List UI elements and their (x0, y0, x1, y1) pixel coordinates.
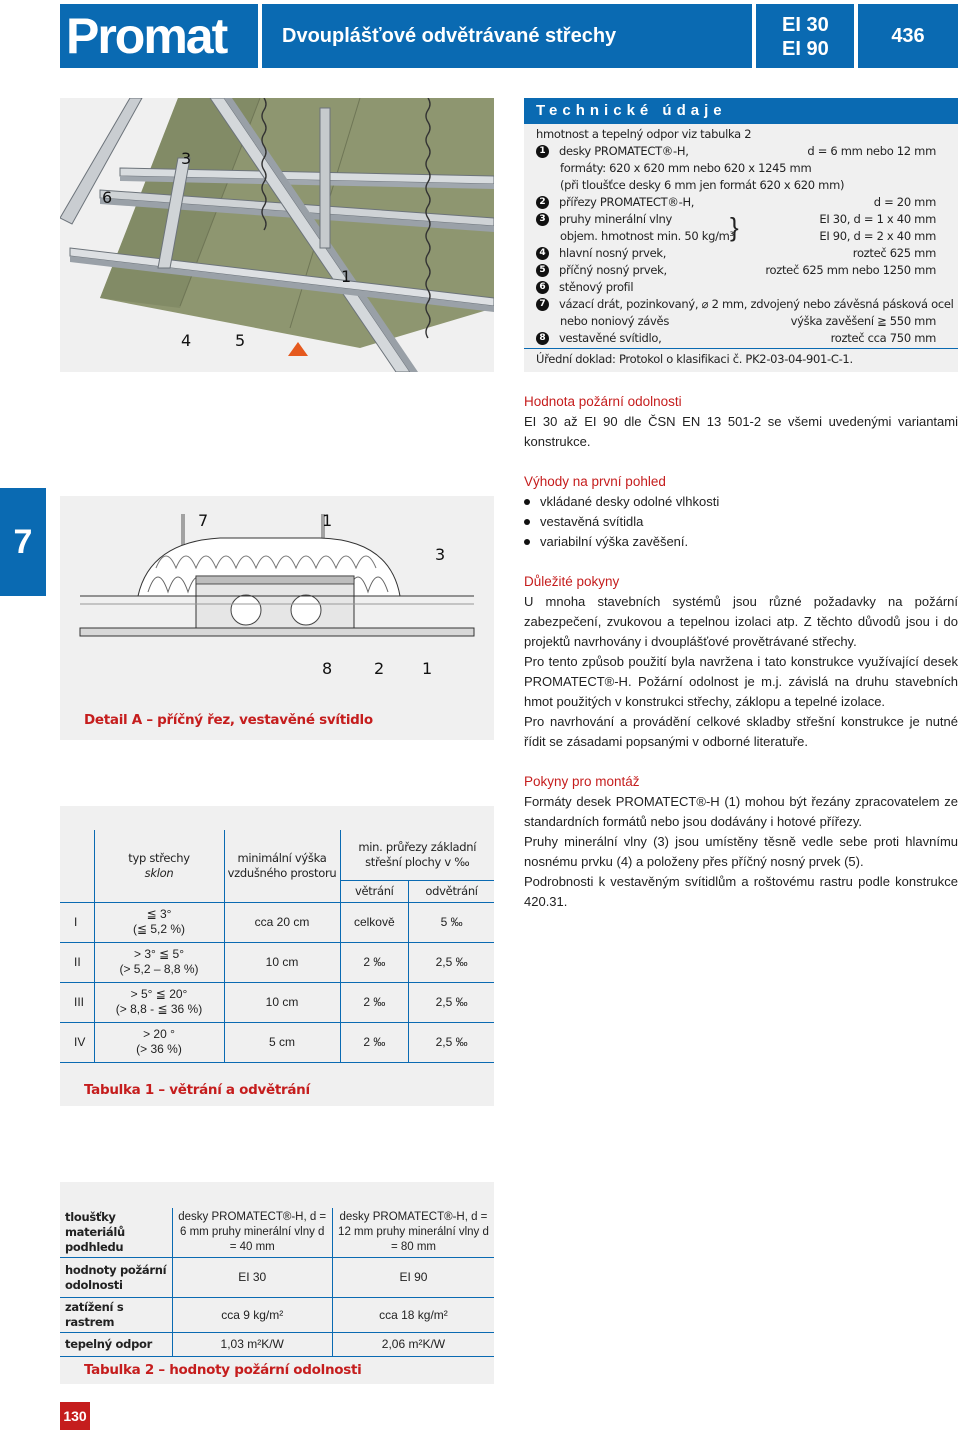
official-document: Úřední doklad: Protokol o klasifikaci č. PK2-03-04-901-C-1. (536, 352, 853, 366)
cell-slope: > 20 ° (> 36 %) (94, 1022, 224, 1062)
technical-item (536, 143, 936, 160)
technical-item (536, 296, 954, 313)
cell-value: 2,06 m²K/W (332, 1333, 494, 1357)
table-row (60, 942, 494, 982)
callout-label: 2 (374, 659, 385, 678)
section-text: Pro navrhování a provádění celkové skladby střešní konstrukce je nutné řídit se zásadami popsanými v odborné literatuře. (524, 714, 958, 749)
cell-ventilation: celkově (340, 902, 409, 942)
item-text: přířezy PROMATECT®-H, (559, 195, 695, 209)
fire-resistance-section (524, 392, 958, 452)
detail-caption (84, 712, 373, 728)
callout-label: 1 (341, 267, 352, 286)
row-label: tloušťky materiálů podhledu (60, 1208, 172, 1258)
advantages-section (524, 472, 958, 552)
table-2-caption (84, 1362, 361, 1378)
promat-logo: Promat (60, 4, 258, 68)
cell-value: cca 9 kg/m² (172, 1298, 332, 1333)
item-text: pruhy minerální vlny (559, 212, 673, 226)
construction-illustration (60, 98, 494, 372)
item-number: 7 (536, 298, 549, 311)
table-1-caption-label: Tabulka 1 (84, 1082, 154, 1098)
section-text: U mnoha stavebních systémů jsou různé požadavky na požární zabezpečení, zvukovou a tepelnou izolaci atp. Z těchto důvodů jsou i do projektů navrhovány i dvouplášťové provětrávané střechy. (524, 594, 958, 649)
mounting-section (524, 772, 958, 912)
callout-label: 6 (102, 188, 113, 207)
header-exhaust: odvětrání (409, 880, 494, 902)
technical-data-heading: Technické údaje (524, 98, 958, 124)
cell-height: 10 cm (224, 942, 340, 982)
row-id: II (60, 942, 94, 982)
callout-label: 7 (198, 511, 209, 530)
item-number: 1 (536, 145, 549, 158)
table-row (60, 982, 494, 1022)
row-id: III (60, 982, 94, 1022)
detail-caption-label: Detail A (84, 712, 142, 728)
item-text: vestavěné svítidlo, (559, 331, 662, 345)
row-label: hodnoty požární odolnosti (60, 1258, 172, 1298)
callout-label: 8 (322, 659, 333, 678)
technical-data-panel (524, 98, 958, 372)
table-row (60, 1298, 494, 1333)
section-heading: Důležité pokyny (524, 574, 620, 589)
item-text: stěnový profil (559, 280, 634, 294)
section-text: Formáty desek PROMATECT®-H (1) mohou být řezány zpracovatelem ze standardních formátů nebo jsou dodávány i hotové přířezy. (524, 794, 958, 829)
row-label: zatížení s rastrem (60, 1298, 172, 1333)
technical-item (536, 313, 936, 330)
cell-height: cca 20 cm (224, 902, 340, 942)
cell-slope: ≦ 3° (≦ 5,2 %) (94, 902, 224, 942)
divider (524, 348, 958, 349)
item-text: desky PROMATECT®-H, (559, 144, 689, 158)
callout-label: 1 (422, 659, 433, 678)
table-2-caption-text: – hodnoty požární odolnosti (153, 1362, 362, 1378)
section-text: EI 30 až EI 90 dle ČSN EN 13 501-2 se všemi uvedenými variantami konstrukce. (524, 414, 958, 449)
chapter-tab: 7 (0, 488, 46, 596)
page-code: 436 (858, 4, 958, 68)
list-item: vestavěná svítidla (524, 512, 958, 532)
section-heading: Výhody na první pohled (524, 474, 666, 489)
technical-item (536, 245, 936, 262)
callout-label: 1 (322, 511, 333, 530)
cell-value: desky PROMATECT®-H, d = 12 mm pruhy minerální vlny d = 80 mm (332, 1208, 494, 1258)
callout-label: 4 (181, 331, 192, 350)
technical-item (536, 262, 936, 279)
row-id: I (60, 902, 94, 942)
fire-class-badge (756, 4, 854, 68)
item-number: 6 (536, 281, 549, 294)
cell-height: 5 cm (224, 1022, 340, 1062)
item-number: 8 (536, 332, 549, 345)
cell-value: 1,03 m²K/W (172, 1333, 332, 1357)
cell-slope: > 3° ≦ 5° (> 5,2 – 8,8 %) (94, 942, 224, 982)
cell-value: cca 18 kg/m² (332, 1298, 494, 1333)
technical-item (536, 160, 936, 177)
section-heading: Pokyny pro montáž (524, 774, 640, 789)
callout-label: 3 (435, 545, 446, 564)
technical-item (536, 330, 936, 347)
header-ventilation: větrání (340, 880, 409, 902)
page-number: 130 (60, 1402, 90, 1430)
table-2-caption-label: Tabulka 2 (84, 1362, 154, 1378)
item-text: nebo noniový závěs (560, 314, 670, 328)
section-text: Podrobnosti k vestavěným svítidlům a roštovému rastru podle konstrukce 420.31. (524, 874, 958, 909)
item-number: 3 (536, 213, 549, 226)
item-number: 5 (536, 264, 549, 277)
item-text: vázací drát, pozinkovaný, ⌀ 2 mm, zdvojený nebo závěsná pásková ocel (559, 297, 954, 311)
section-heading: Hodnota požární odolnosti (524, 394, 682, 409)
construction-figure (60, 98, 494, 372)
detail-caption-text: – příčný řez, vestavěné svítidlo (141, 712, 373, 728)
item-value: d = 20 mm (873, 195, 936, 209)
row-id: IV (60, 1022, 94, 1062)
item-value: EI 30, d = 1 x 40 mm (819, 212, 936, 226)
item-text: objem. hmotnost min. 50 kg/m³ (560, 229, 734, 243)
page-title: Dvouplášťové odvětrávané střechy (262, 4, 752, 68)
table-row (60, 1333, 494, 1357)
brace-symbol: } (730, 212, 739, 242)
cell-exhaust: 5 ‰ (409, 902, 494, 942)
cell-value: desky PROMATECT®-H, d = 6 mm pruhy minerální vlny d = 40 mm (172, 1208, 332, 1258)
cell-value: EI 90 (332, 1258, 494, 1298)
item-text: příčný nosný prvek, (559, 263, 667, 277)
important-section (524, 572, 958, 752)
list-item: variabilní výška zavěšení. (524, 532, 958, 552)
cell-exhaust: 2,5 ‰ (409, 982, 494, 1022)
table-row (60, 1208, 494, 1258)
row-label: tepelný odpor (60, 1333, 172, 1357)
table-1-caption (84, 1082, 310, 1098)
callout-label: 3 (181, 149, 192, 168)
cell-slope: > 5° ≦ 20° (> 8,8 - ≦ 36 %) (94, 982, 224, 1022)
fire-resistance-table (60, 1208, 494, 1357)
technical-item (536, 194, 936, 211)
item-number: 2 (536, 196, 549, 209)
fire-icon (288, 342, 308, 356)
cell-ventilation: 2 ‰ (340, 982, 409, 1022)
ventilation-table (60, 830, 494, 1063)
technical-line: hmotnost a tepelný odpor viz tabulka 2 (536, 127, 752, 141)
cell-exhaust: 2,5 ‰ (409, 1022, 494, 1062)
cell-ventilation: 2 ‰ (340, 1022, 409, 1062)
header-slope-label: sklon (144, 865, 174, 880)
cell-height: 10 cm (224, 982, 340, 1022)
detail-a-figure (60, 496, 494, 740)
section-text: Pruhy minerální vlny (3) jsou umístěny těsně vedle sebe proti hlavnímu nosnému prvku (4) a položeny přes příčný nosný prvek (5). (524, 834, 958, 869)
cell-value: EI 30 (172, 1258, 332, 1298)
header-roof-type (94, 830, 224, 902)
table-row (60, 1258, 494, 1298)
item-value: d = 6 mm nebo 12 mm (807, 144, 936, 158)
fire-class-ei30: EI 30 (782, 14, 829, 36)
technical-item (536, 279, 936, 296)
callout-label: 5 (235, 331, 246, 350)
item-text: formáty: 620 x 620 mm nebo 620 x 1245 mm (560, 161, 812, 175)
item-value: EI 90, d = 2 x 40 mm (819, 229, 936, 243)
detail-cross-section (60, 496, 494, 696)
header-min-height: minimální výška vzdušného prostoru (224, 830, 340, 902)
cell-exhaust: 2,5 ‰ (409, 942, 494, 982)
item-number: 4 (536, 247, 549, 260)
technical-item (536, 177, 936, 194)
item-text: (při tloušťce desky 6 mm jen formát 620 x 620 mm) (560, 178, 845, 192)
header-min-sections: min. průřezy základní střešní plochy v ‰ (340, 830, 494, 880)
table-row (60, 1022, 494, 1062)
table-row (60, 902, 494, 942)
item-text: hlavní nosný prvek, (559, 246, 667, 260)
item-value: rozteč 625 mm (852, 246, 936, 260)
header-type-label: typ střechy (128, 850, 190, 865)
item-value: rozteč 625 mm nebo 1250 mm (765, 263, 936, 277)
cell-ventilation: 2 ‰ (340, 942, 409, 982)
section-text: Pro tento způsob použití byla navržena i tato konstrukce využívající desek PROMATECT®-H. Požární odolnost je m.j. závislá na druhu stavebních hmot použitých v konstrukci střechy, záklopu a tepelné izolace. (524, 654, 958, 709)
item-value: rozteč cca 750 mm (830, 331, 936, 345)
table-1-caption-text: – větrání a odvětrání (153, 1082, 310, 1098)
fire-class-ei90: EI 90 (782, 38, 829, 60)
list-item: vkládané desky odolné vlhkosti (524, 492, 958, 512)
item-value: výška zavěšení ≧ 550 mm (790, 314, 936, 328)
